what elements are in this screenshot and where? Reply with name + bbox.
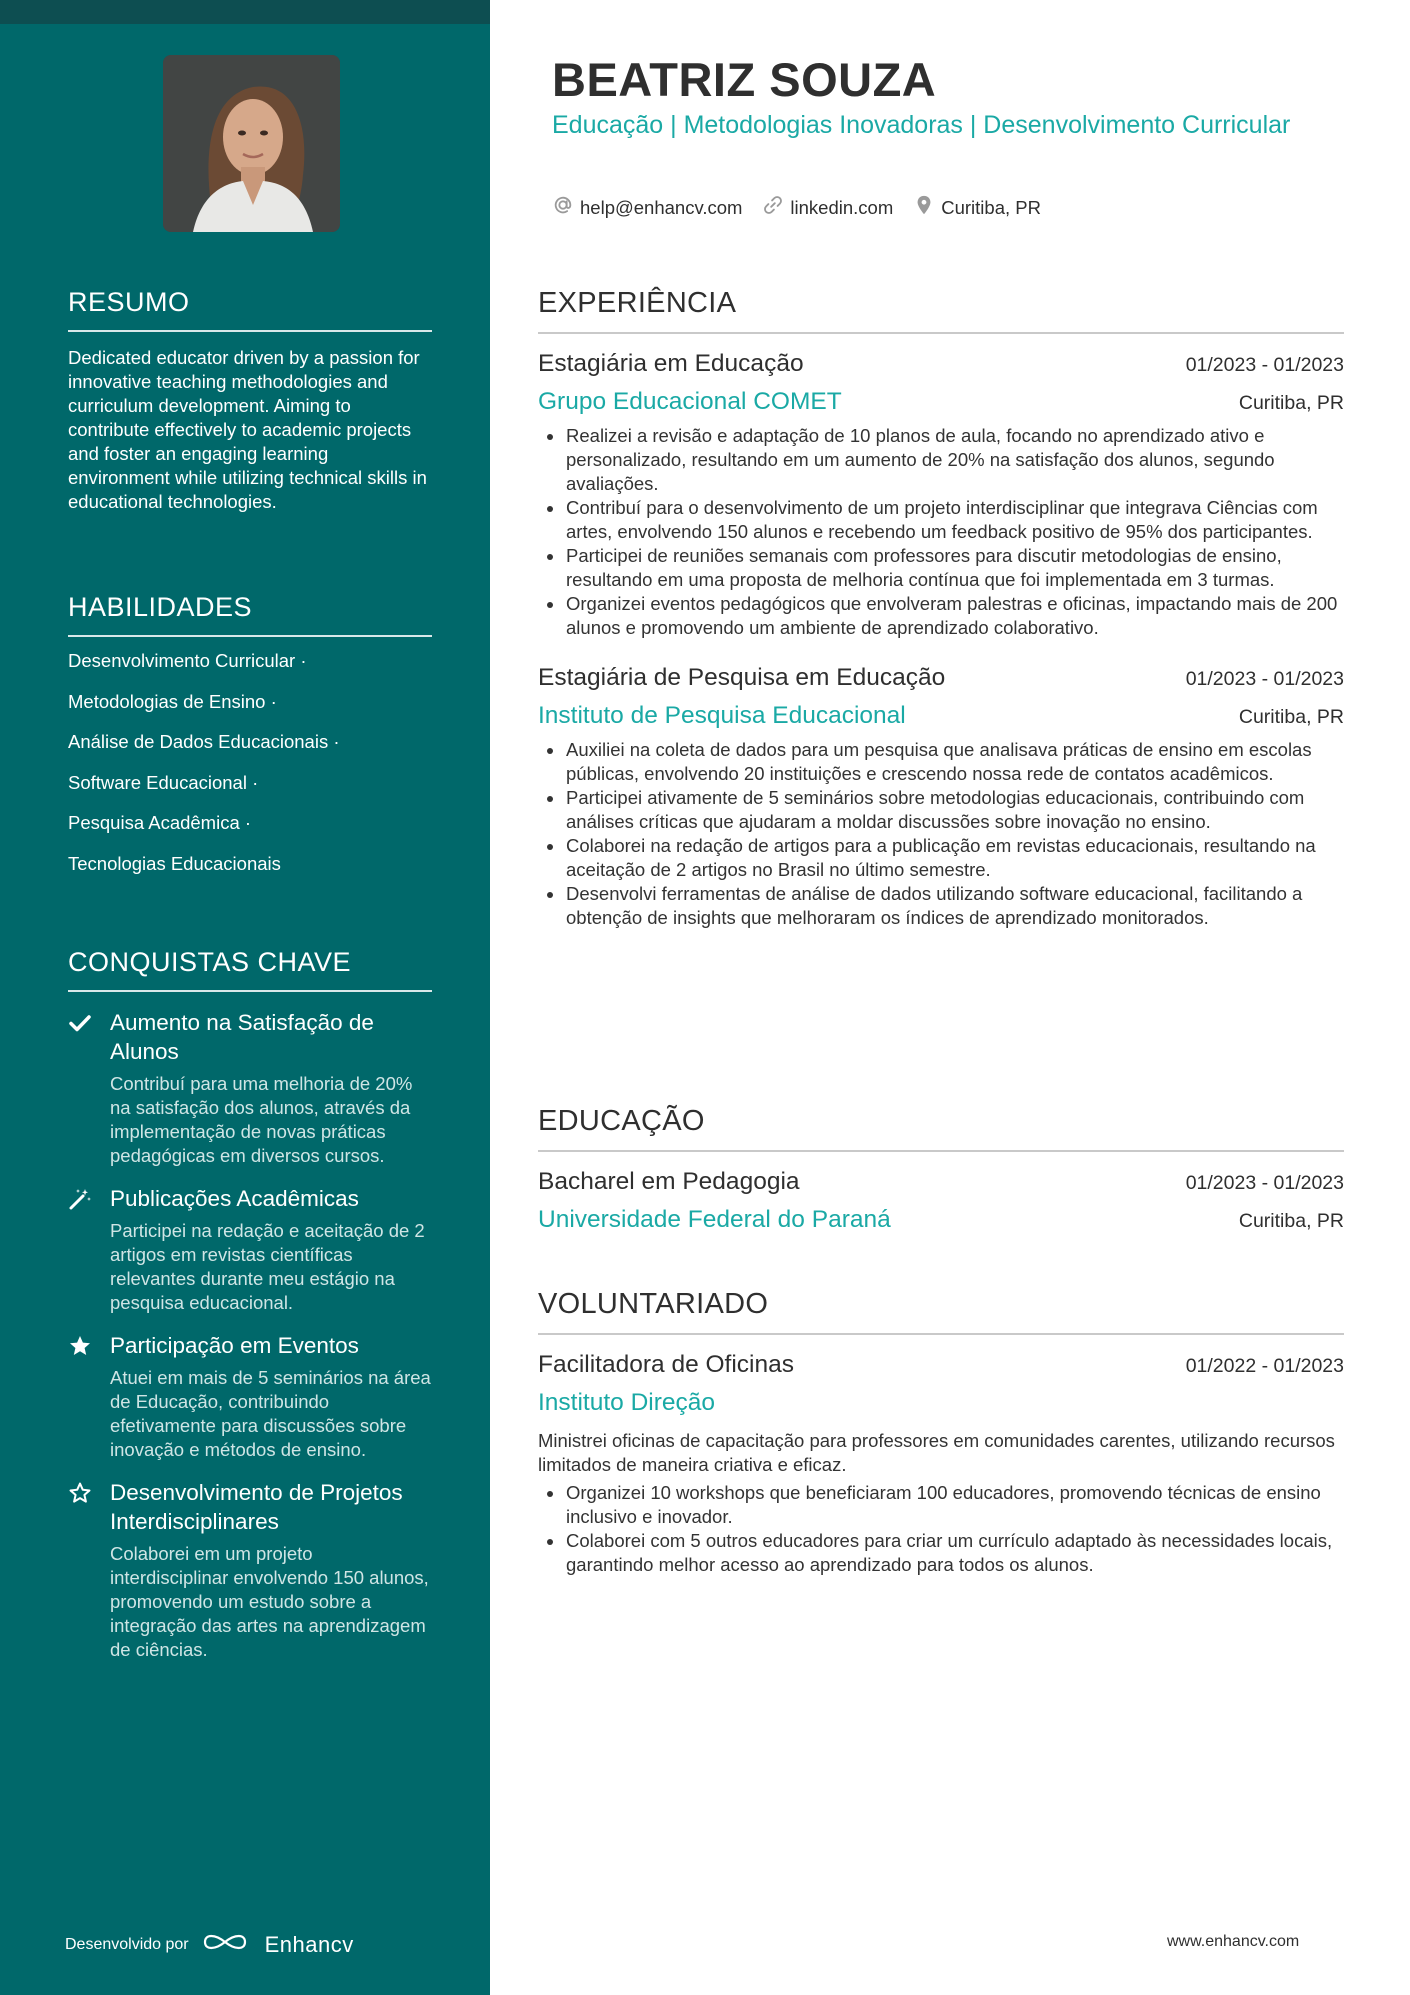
star-outline-icon [68,1481,92,1505]
education-entry [538,1168,1344,1234]
achievement-item [68,1184,432,1315]
star-filled-icon [68,1334,92,1358]
achievement-desc: Contribuí para uma melhoria de 20% na satisfação dos alunos, através da implementação de novas práticas pedagógicas em diversos cursos. [110,1073,413,1166]
link-icon [762,194,784,221]
volunteer-bullets [538,1481,1344,1577]
sidebar-top-bar [0,0,490,24]
job-dates: 01/2023 - 01/2023 [1185,354,1344,376]
contact-linkedin[interactable] [762,194,893,221]
volunteering-heading: VOLUNTARIADO [538,1288,1344,1335]
bullet-item: Desenvolvi ferramentas de análise de dados utilizando software educacional, facilitando a obtenção de insights que melhoraram os índices de aprendizado monitorados. [538,882,1344,930]
institution-name: Universidade Federal do Paraná [538,1206,891,1233]
job-location: Curitiba, PR [1238,392,1344,414]
volunteer-description: Ministrei oficinas de capacitação para professores em comunidades carentes, utilizando recursos limitados de maneira criativa e eficaz. [538,1430,1335,1475]
skills-section [68,592,432,892]
contact-email[interactable] [552,194,742,221]
job-bullets [538,738,1344,930]
education-heading: EDUCAÇÃO [538,1105,1344,1152]
contact-bar [552,194,1041,221]
achievement-desc: Colaborei em um projeto interdisciplinar envolvendo 150 alunos, promovendo um estudo sobre a integração das artes na aprendizagem de ciências. [110,1543,429,1660]
bullet-item: Participei de reuniões semanais com professores para discutir metodologias de ensino, resultando em uma proposta de melhoria contínua que foi implementada em 3 turmas. [538,544,1344,592]
skill-item: Tecnologias Educacionais [68,852,281,874]
achievement-title: Desenvolvimento de Projetos Interdisciplinares [110,1480,403,1534]
volunteer-dates: 01/2022 - 01/2023 [1185,1355,1344,1377]
achievement-title: Aumento na Satisfação de Alunos [110,1010,374,1064]
skill-item: Software Educacional · [68,771,259,793]
bullet-item: Auxiliei na coleta de dados para um pesquisa que analisava práticas de ensino em escolas públicas, envolvendo 20 instituições e crescendo nossa rede de contatos acadêmicos. [538,738,1344,786]
candidate-name: BEATRIZ SOUZA [552,53,937,106]
bullet-item: Organizei 10 workshops que beneficiaram 100 educadores, promovendo técnicas de ensino inclusivo e inovador. [538,1481,1344,1529]
volunteering-entry [538,1351,1344,1577]
experience-heading: EXPERIÊNCIA [538,287,1344,334]
experience-section [538,287,1344,930]
headline: Educação | Metodologias Inovadoras | Desenvolvimento Curricular [552,111,1291,139]
bullet-item: Contribuí para o desenvolvimento de um projeto interdisciplinar que integrava Ciências com artes, envolvendo 150 alunos e recebendo um feedback positivo de 95% dos participantes. [538,496,1344,544]
at-sign-icon [552,194,574,221]
achievement-item [68,1008,432,1168]
profile-photo [163,55,340,232]
experience-entry [538,350,1344,640]
bullet-item: Participei ativamente de 5 seminários sobre metodologias educacionais, contribuindo com análises críticas que ajudaram a moldar discussões sobre inovação no ensino. [538,786,1344,834]
experience-entry [538,664,1344,930]
volunteer-role: Facilitadora de Oficinas [538,1351,795,1378]
bullet-item: Colaborei na redação de artigos para a publicação em revistas educacionais, resultando na aceitação de 2 artigos no Brasil no último semestre. [538,834,1344,882]
degree-title: Bacharel em Pedagogia [538,1168,800,1195]
company-name: Grupo Educacional COMET [538,388,842,415]
skill-item: Pesquisa Acadêmica · [68,812,252,833]
enhancv-logo-icon [201,1930,249,1959]
achievement-item [68,1331,432,1462]
job-bullets [538,424,1344,640]
volunteer-org: Instituto Direção [538,1389,716,1416]
summary-section [68,287,432,514]
skills-heading: HABILIDADES [68,592,432,637]
contact-location [913,194,1041,221]
education-section [538,1105,1344,1234]
skills-list [68,649,432,876]
achievement-desc: Atuei em mais de 5 seminários na área de Educação, contribuindo efetivamente para discussões sobre inovação e métodos de ensino. [110,1367,431,1460]
footer-label: Desenvolvido por [65,1935,189,1953]
linkedin-text: linkedin.com [790,196,894,218]
location-pin-icon [913,194,935,221]
footer-brand: Enhancv [264,1931,354,1957]
achievements-heading: CONQUISTAS CHAVE [68,947,432,992]
bullet-item: Colaborei com 5 outros educadores para criar um currículo adaptado às necessidades locais, garantindo melhor acesso ao aprendizado para todos os alunos. [538,1529,1344,1577]
checkmark-icon [68,1011,92,1035]
summary-heading: RESUMO [68,287,432,332]
summary-text: Dedicated educator driven by a passion for innovative teaching methodologies and curriculum development. Aiming to contribute effectively to academic projects and foster an engaging learning environment while utilizing technical skills in educational technologies. [68,347,427,512]
company-name: Instituto de Pesquisa Educacional [538,702,906,729]
sidebar [0,0,490,1995]
job-dates: 01/2023 - 01/2023 [1185,668,1344,690]
location-text: Curitiba, PR [941,196,1041,218]
achievements-section [68,947,432,1662]
skill-item: Metodologias de Ensino · [68,690,277,712]
achievement-title: Participação em Eventos [110,1333,359,1358]
job-title: Estagiária em Educação [538,350,804,377]
website-footer[interactable]: www.enhancv.com [1167,1933,1300,1950]
volunteering-section [538,1288,1344,1577]
magic-wand-icon [68,1187,92,1211]
bullet-item: Organizei eventos pedagógicos que envolveram palestras e oficinas, impactando mais de 200 alunos e promovendo um ambiente de aprendizado colaborativo. [538,592,1344,640]
education-location: Curitiba, PR [1238,1210,1344,1232]
job-location: Curitiba, PR [1238,706,1344,728]
education-dates: 01/2023 - 01/2023 [1185,1172,1344,1194]
skill-item: Análise de Dados Educacionais · [68,731,340,752]
email-text: help@enhancv.com [580,196,743,218]
skill-item: Desenvolvimento Curricular · [68,650,307,671]
achievement-item [68,1478,432,1662]
job-title: Estagiária de Pesquisa em Educação [538,664,946,691]
bullet-item: Realizei a revisão e adaptação de 10 planos de aula, focando no aprendizado ativo e personalizado, resultando em um aumento de 20% na satisfação dos alunos, segundo avaliações. [538,424,1344,496]
sidebar-footer [65,1930,354,1959]
achievement-title: Publicações Acadêmicas [110,1186,359,1211]
achievement-desc: Participei na redação e aceitação de 2 artigos em revistas científicas relevantes durante meu estágio na pesquisa educacional. [110,1220,425,1313]
